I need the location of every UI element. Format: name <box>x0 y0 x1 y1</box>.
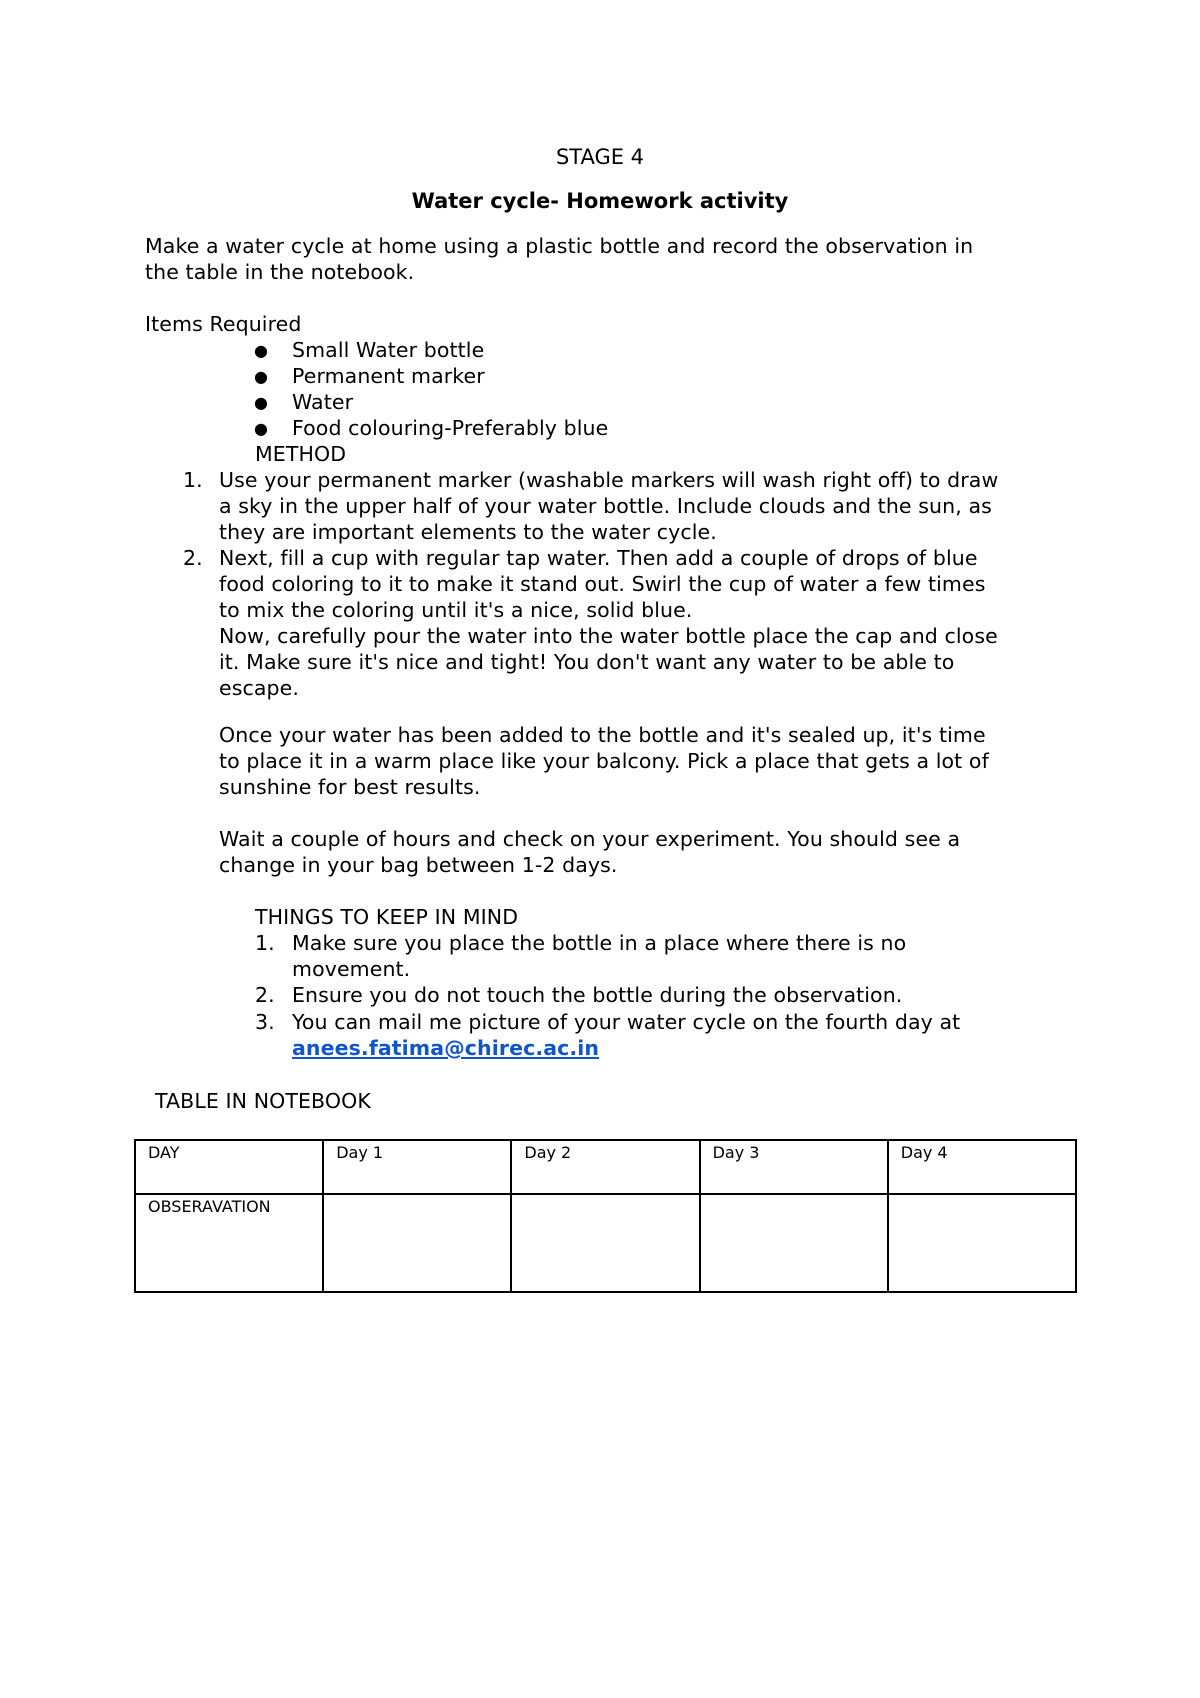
table-cell-observation-3[interactable] <box>700 1194 888 1292</box>
table-cell-observation-4[interactable] <box>888 1194 1076 1292</box>
step-number: 1. <box>183 468 203 492</box>
tip-number: 3. <box>255 1010 275 1034</box>
method-para-4-line-2: change in your bag between 1-2 days. <box>219 853 618 877</box>
step-2-line-4: Now, carefully pour the water into the water bottle place the cap and close <box>219 624 998 648</box>
step-2-line-6: escape. <box>219 676 299 700</box>
stage-label: STAGE 4 <box>555 145 645 169</box>
method-para-3-line-1: Once your water has been added to the bottle and it's sealed up, it's time <box>219 723 986 747</box>
step-2-line-3: to mix the coloring until it's a nice, solid blue. <box>219 598 693 622</box>
bullet-icon: ● <box>254 341 268 360</box>
page-title: Water cycle- Homework activity <box>411 189 789 213</box>
email-link[interactable]: anees.fatima@chirec.ac.in <box>292 1036 600 1060</box>
step-2-line-2: food coloring to it to make it stand out. Swirl the cup of water a few times <box>219 572 986 596</box>
table-cell-day-2: Day 2 <box>511 1140 699 1194</box>
table-cell-day-1: Day 1 <box>323 1140 511 1194</box>
table-row <box>135 1194 1076 1292</box>
step-2-line-5: it. Make sure it's nice and tight! You don't want any water to be able to <box>219 650 955 674</box>
tip-2-line-1: Ensure you do not touch the bottle during the observation. <box>292 983 903 1007</box>
method-para-3-line-2: to place it in a warm place like your balcony. Pick a place that gets a lot of <box>219 749 989 773</box>
table-heading: TABLE IN NOTEBOOK <box>155 1089 371 1113</box>
method-para-3-line-3: sunshine for best results. <box>219 775 481 799</box>
step-1-line-3: they are important elements to the water cycle. <box>219 520 717 544</box>
items-heading: Items Required <box>145 312 302 336</box>
bullet-icon: ● <box>254 393 268 412</box>
step-2-line-1: Next, fill a cup with regular tap water. Then add a couple of drops of blue <box>219 546 978 570</box>
table-row <box>135 1140 1076 1194</box>
intro-line-2: the table in the notebook. <box>145 260 415 284</box>
tip-1-line-2: movement. <box>292 957 411 981</box>
step-1-line-2: a sky in the upper half of your water bottle. Include clouds and the sun, as <box>219 494 992 518</box>
method-para-4-line-1: Wait a couple of hours and check on your experiment. You should see a <box>219 827 961 851</box>
table-cell-observation-1[interactable] <box>323 1194 511 1292</box>
method-heading: METHOD <box>255 442 347 466</box>
bullet-icon: ● <box>254 367 268 386</box>
tip-number: 1. <box>255 931 275 955</box>
table-cell-day-4: Day 4 <box>888 1140 1076 1194</box>
table-cell-observation-label: OBSERAVATION <box>135 1194 323 1292</box>
table-cell-day-3: Day 3 <box>700 1140 888 1194</box>
item-4: Food colouring-Preferably blue <box>292 416 609 440</box>
item-1: Small Water bottle <box>292 338 485 362</box>
tip-1-line-1: Make sure you place the bottle in a place where there is no <box>292 931 907 955</box>
item-2: Permanent marker <box>292 364 485 388</box>
bullet-icon: ● <box>254 419 268 438</box>
tip-number: 2. <box>255 983 275 1007</box>
step-number: 2. <box>183 546 203 570</box>
table-cell-observation-2[interactable] <box>511 1194 699 1292</box>
table-cell-day-label: DAY <box>135 1140 323 1194</box>
things-heading: THINGS TO KEEP IN MIND <box>255 905 519 929</box>
intro-line-1: Make a water cycle at home using a plastic bottle and record the observation in <box>145 234 974 258</box>
tip-3-line-1: You can mail me picture of your water cycle on the fourth day at <box>292 1010 961 1034</box>
item-3: Water <box>292 390 354 414</box>
step-1-line-1: Use your permanent marker (washable markers will wash right off) to draw <box>219 468 999 492</box>
observation-table <box>134 1139 1077 1293</box>
